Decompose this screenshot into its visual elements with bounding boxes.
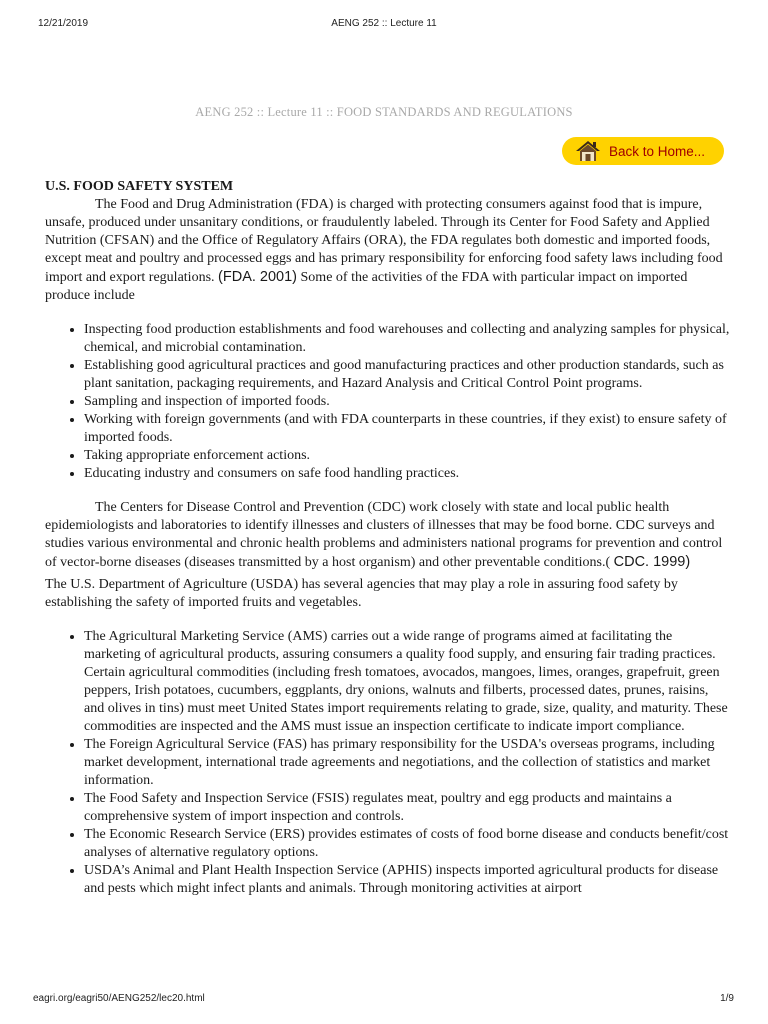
fda-activities-list bbox=[45, 321, 730, 483]
cdc-text: The Centers for Disease Control and Prevention (CDC) work closely with state and local public health epidemiologists and laboratories to identify illnesses and clusters of illnesses that may be food borne. CDC surveys and studies various environmental and chronic health problems and administers national programs for prevention and control of vector-borne diseases (diseases transmitted by a host organism) and other preventable conditions.( bbox=[45, 500, 723, 570]
list-item: • Working with foreign governments (and with FDA counterparts in these countries, if they exist) to ensure safety of imported foods. bbox=[84, 411, 730, 447]
fda-text: The Food and Drug Administration (FDA) is charged with protecting consumers against food that is impure, unsafe, produced under unsanitary conditions, or fraudulently labeled. Through its Center for Food Safety and Applied Nutrition (CFSAN) and the Office of Regulatory Affairs (ORA), the FDA regulates both domestic and imported foods, except meat and poultry and processed eggs and has primary responsibility for enforcing food safety laws including food import and export regulations. bbox=[45, 197, 723, 285]
list-item: • The Foreign Agricultural Service (FAS) has primary responsibility for the USDA's overseas programs, including market development, international trade agreements and negotiations, and the collection of statistics and market information. bbox=[84, 736, 730, 790]
fda-tail: Some of the activities of the FDA with particular impact on imported produce include bbox=[45, 270, 688, 303]
cdc-paragraph bbox=[45, 499, 730, 572]
list-item: • Educating industry and consumers on safe food handling practices. bbox=[84, 465, 730, 483]
list-item: • Inspecting food production establishments and food warehouses and collecting and analyzing samples for physical, chemical, and microbial contamination. bbox=[84, 321, 730, 357]
list-item: • USDA’s Animal and Plant Health Inspection Service (APHIS) inspects imported agricultural products for disease and pests which might infect plants and animals. Through monitoring activities at airport bbox=[84, 862, 730, 898]
list-item: • Establishing good agricultural practices and good manufacturing practices and other production standards, such as plant sanitation, packaging requirements, and Hazard Analysis and Critical Control Point programs. bbox=[84, 357, 730, 393]
page-number: 1/9 bbox=[720, 993, 734, 1004]
list-item: • The Agricultural Marketing Service (AMS) carries out a wide range of programs aimed at facilitating the marketing of agricultural products, assuring consumers a quality food supply, and ensuring fair trading practices. Certain agricultural commodities (including fresh tomatoes, avocados, mangoes, limes, oranges, grapefruit, green peppers, Irish potatoes, cucumbers, eggplants, dry onions, walnuts and filberts, processed dates, prunes, raisins, and olives in tins) must meet United States import requirements relating to grade, size, quality, and maturity. These commodities are inspected and the AMS must issue an inspection certificate to indicate import compliance. bbox=[84, 628, 730, 736]
home-icon bbox=[575, 140, 601, 162]
list-item: • Taking appropriate enforcement actions. bbox=[84, 447, 730, 465]
back-to-home-button[interactable] bbox=[562, 137, 724, 165]
section-title: U.S. FOOD SAFETY SYSTEM bbox=[45, 179, 234, 194]
print-header bbox=[0, 18, 768, 32]
list-item: • Sampling and inspection of imported foods. bbox=[84, 393, 730, 411]
print-footer bbox=[0, 993, 768, 1007]
print-date: 12/21/2019 bbox=[38, 18, 89, 29]
list-item: • The Economic Research Service (ERS) provides estimates of costs of food borne disease and conducts benefit/cost analyses of alternative regulatory options. bbox=[84, 826, 730, 862]
usda-agencies-list bbox=[45, 628, 730, 898]
cdc-ref: CDC. 1999) bbox=[613, 554, 691, 570]
main-content bbox=[45, 178, 730, 914]
print-title: AENG 252 :: Lecture 11 bbox=[331, 18, 437, 29]
back-to-home-label: Back to Home... bbox=[609, 143, 706, 159]
list-item: • The Food Safety and Inspection Service (FSIS) regulates meat, poultry and egg products and maintains a comprehensive system of import inspection and controls. bbox=[84, 790, 730, 826]
fda-paragraph bbox=[45, 196, 730, 305]
page-heading: AENG 252 :: Lecture 11 :: FOOD STANDARDS AND REGULATIONS bbox=[195, 105, 573, 119]
usda-paragraph: The U.S. Department of Agriculture (USDA) has several agencies that may play a role in assuring food safety by establishing the safety of imported fruits and vegetables. bbox=[45, 577, 678, 610]
print-url: eagri.org/eagri50/AENG252/lec20.html bbox=[33, 993, 205, 1004]
fda-ref: (FDA. 2001) bbox=[218, 269, 298, 285]
